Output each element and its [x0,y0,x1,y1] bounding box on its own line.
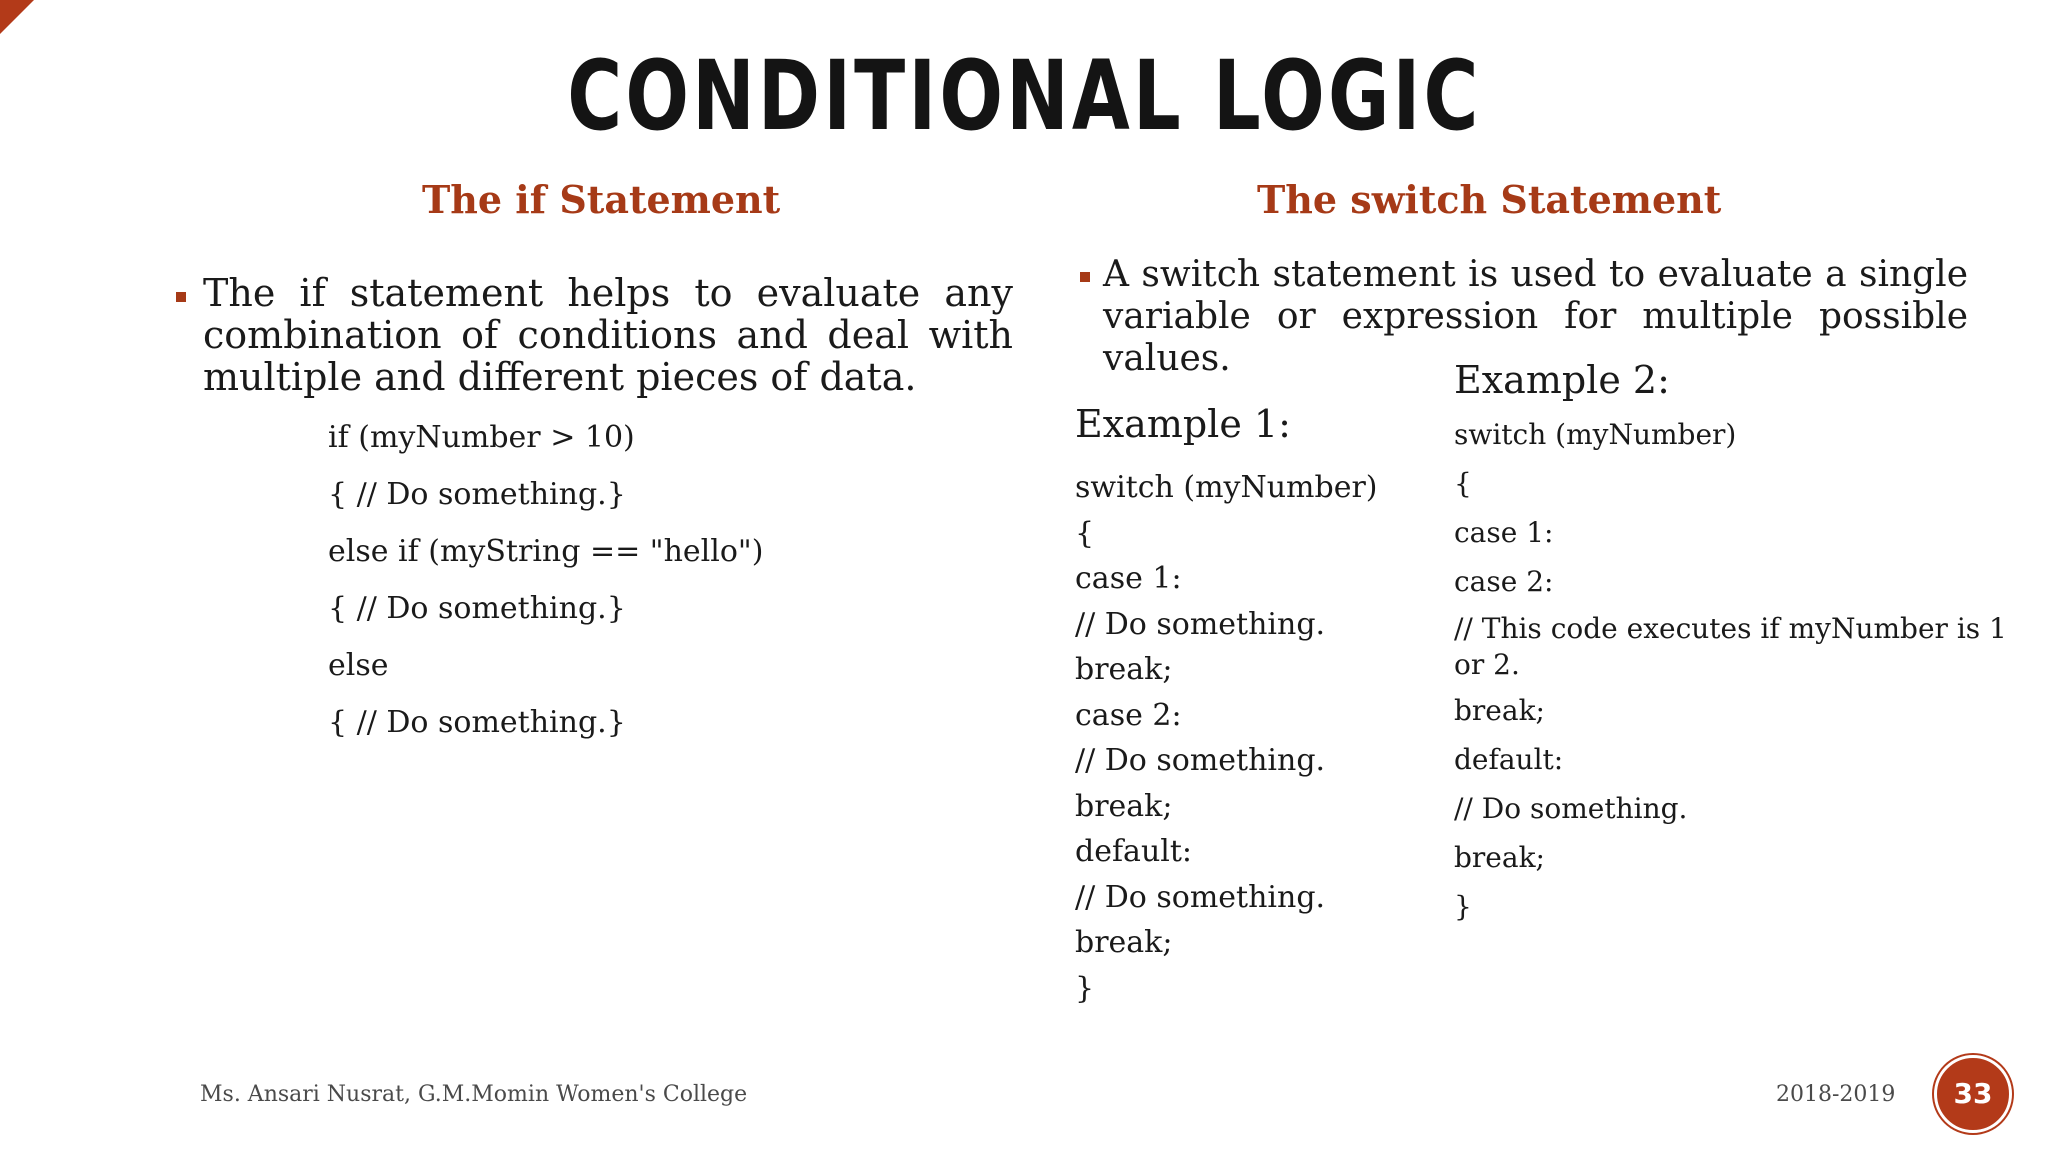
code-line: default: [1075,834,1193,869]
code-line: { [1454,467,1472,500]
code-line: { // Do something.} [328,591,626,626]
footer-author: Ms. Ansari Nusrat, G.M.Momin Women's College [200,1082,748,1107]
code-line: // Do something. [1075,606,1326,642]
bullet-square-icon [176,292,186,302]
example-2-code-block [1454,415,2014,936]
code-line: } [1075,970,1095,1006]
slide-title: CONDITIONAL LOGIC [567,40,1482,152]
example-2-label: Example 2: [1454,358,1670,402]
code-line: { // Do something.} [328,477,626,512]
code-line: else [328,648,389,683]
code-line: case 2: [1454,565,1554,598]
switch-statement-description: A switch statement is used to evaluate a single variable or expression for multiple possible values. [1103,254,1968,379]
code-line: // Do something. [1075,879,1326,915]
bullet-square-icon [1080,272,1090,282]
code-line: else if (myString == "hello") [328,534,764,569]
code-line: break; [1454,841,1545,874]
code-line: case 1: [1075,561,1182,596]
page-number-badge: 33 [1934,1055,2012,1133]
example-1-label: Example 1: [1075,402,1291,446]
switch-statement-heading: The switch Statement [1257,177,1722,222]
code-line: { [1075,515,1095,551]
code-line: default: [1454,743,1564,776]
if-code-block [328,418,763,760]
code-line: } [1454,890,1472,923]
if-statement-heading: The if Statement [422,177,781,222]
corner-accent [0,0,34,34]
example-1-code-block [1075,468,1378,1014]
if-statement-description: The if statement helps to evaluate any combination of conditions and deal with multiple and different pieces of data. [203,271,1013,399]
code-line: switch (myNumber) [1454,418,1737,451]
code-line: break; [1075,788,1173,824]
footer-year: 2018-2019 [1776,1082,1896,1107]
code-line: break; [1454,694,1545,727]
code-line: { // Do something.} [328,705,626,740]
code-line: // Do something. [1075,743,1326,778]
code-line: case 1: [1454,516,1554,549]
code-line: // Do something. [1454,792,1688,825]
code-line: break; [1075,652,1173,687]
code-line: switch (myNumber) [1075,470,1378,505]
code-line: case 2: [1075,697,1182,733]
code-line: if (myNumber > 10) [328,420,635,455]
code-line: break; [1075,925,1173,960]
code-line: // This code executes if myNumber is 1 or 2. [1454,612,2007,681]
